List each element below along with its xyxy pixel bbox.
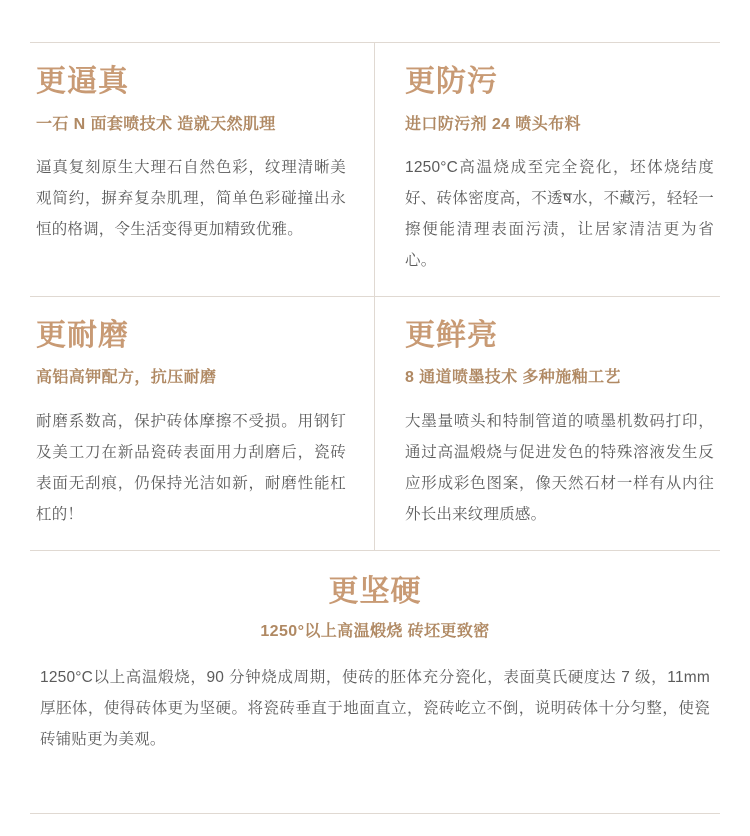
feature-headline: 更鲜亮 — [405, 318, 498, 352]
feature-subline: 进口防污剂 24 喷头布料 — [405, 115, 581, 133]
feature-subline: 一石 N 面套喷技术 造就天然肌理 — [36, 115, 276, 133]
feature-row-1 — [30, 43, 720, 297]
feature-headline: 更耐磨 — [36, 318, 129, 352]
feature-body: 大墨量喷头和特制管道的喷墨机数码打印，通过高温煅烧与促进发色的特殊溶液发生反应形成彩色图案，像天然石材一样有从内往外长出来纹理质感。 — [405, 412, 714, 523]
feature-cell-more-vivid — [375, 297, 720, 550]
feature-body: 1250°C以上高温煅烧，90 分钟烧成周期，使砖的胚体充分瓷化，表面莫氏硬度达 7 级，11mm 厚胚体，使得砖体更为坚硬。将瓷砖垂直于地面直立，瓷砖屹立不倒，说明砖体十分匀整，使瓷砖铺贴更为美观。 — [40, 668, 710, 748]
feature-cell-more-wear-resistant — [30, 297, 375, 550]
bottom-divider — [30, 813, 720, 814]
feature-body: 1250°C高温烧成至完全瓷化，坯体烧结度好、砖体密度高，不透ष水，不藏污，轻轻一擦便能清理表面污渍，让居家清洁更为省心。 — [405, 158, 714, 269]
feature-cell-more-stainproof — [375, 43, 720, 296]
feature-headline: 更防污 — [405, 65, 498, 98]
feature-subline: 高铝高钾配方，抗压耐磨 — [36, 369, 217, 387]
feature-subline: 8 通道喷墨技术 多种施釉工艺 — [405, 369, 621, 387]
feature-cell-more-realistic — [30, 43, 375, 296]
feature-headline: 更坚硬 — [328, 574, 422, 608]
feature-cell-harder — [30, 551, 720, 755]
feature-row-2 — [30, 297, 720, 551]
feature-body: 耐磨系数高，保护砖体摩擦不受损。用钢钉及美工刀在新品瓷砖表面用力刮磨后，瓷砖表面无刮痕，仍保持光洁如新，耐磨性能杠杠的！ — [36, 412, 346, 523]
feature-subline: 1250°以上高温煅烧 砖坯更致密 — [260, 623, 490, 641]
feature-body: 逼真复刻原生大理石自然色彩，纹理清晰美观简约，摒弃复杂肌理，简单色彩碰撞出永恒的格调，令生活变得更加精致优雅。 — [36, 158, 346, 238]
feature-grid — [30, 43, 720, 755]
feature-headline: 更逼真 — [36, 65, 129, 98]
